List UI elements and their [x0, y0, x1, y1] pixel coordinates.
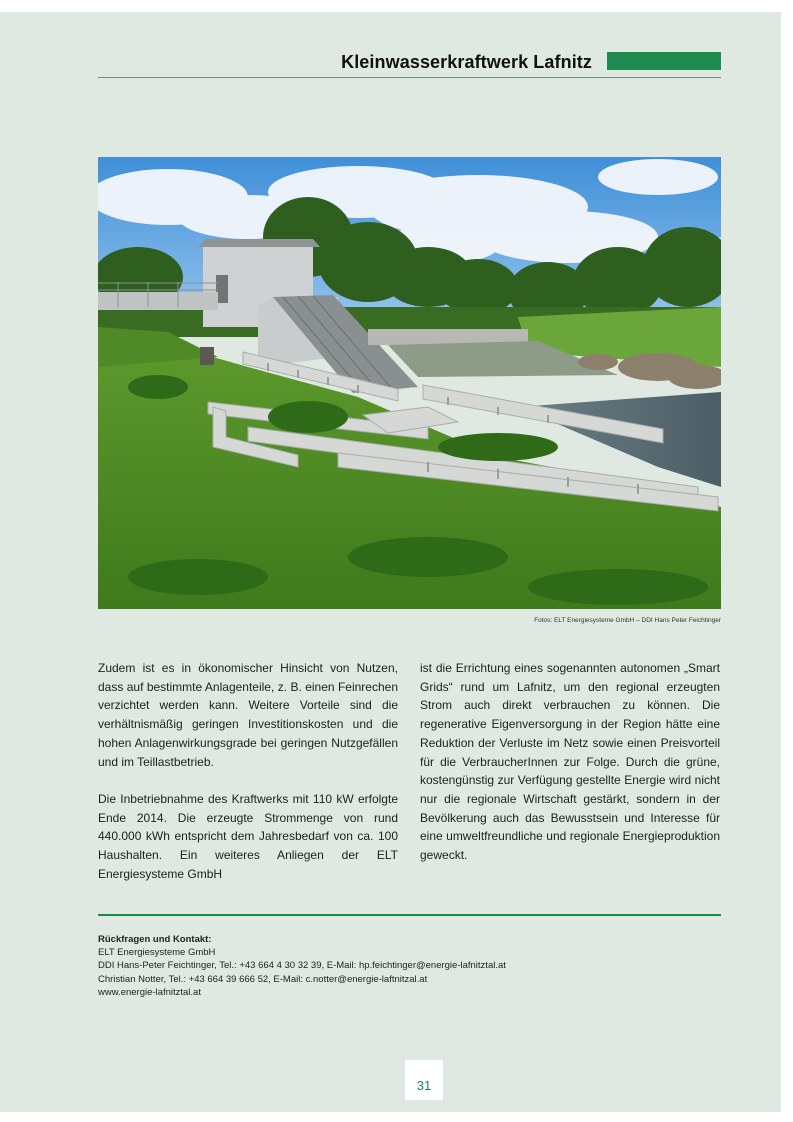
footer-divider: [98, 914, 721, 916]
contact-line: DDI Hans-Peter Feichtinger, Tel.: +43 664 4 30 32 39, E-Mail: hp.feichtinger@energie-lafnitztal.at: [98, 960, 506, 972]
header-divider: [98, 77, 721, 78]
paragraph: Die Inbetriebnahme des Kraftwerks mit 110 kW erfolgte Ende 2014. Die erzeugte Strommenge von rund 440.000 kWh entspricht dem Jahresbedarf von ca. 100 Haushalten. Ein weiteres Anliegen der ELT Energiesysteme GmbH: [98, 791, 398, 881]
page-title: Kleinwasserkraftwerk Lafnitz: [341, 52, 592, 72]
page-number-box: [405, 1060, 443, 1100]
photo-illustration: [98, 157, 721, 609]
hydropower-plant-photo: [98, 157, 721, 609]
paragraph: Zudem ist es in ökonomischer Hinsicht von Nutzen, dass auf bestimmte Anlagenteile, z. B. einen Feinrechen verzichtet werden kann. Weitere Vorteile sind die verhältnismäßig geringen Investitionskosten und die hohen Anlagenwirkungsgrade bei geringen Nutzgefällen und im Teillastbetrieb.: [98, 661, 398, 769]
contact-heading: Rückfragen und Kontakt:: [98, 934, 212, 945]
page-number: 31: [416, 1078, 432, 1093]
contact-block: [98, 933, 658, 999]
header-accent-bar: [607, 52, 721, 70]
right-text-column: [420, 659, 720, 883]
contact-line: ELT Energiesysteme GmbH: [98, 947, 216, 959]
paragraph: ist die Errichtung eines sogenannten autonomen „Smart Grids“ rund um Lafnitz, um den regional erzeugten Strom auch direkt verbrauchen zu können. Die regenerative Eigenversorgung in der Region hätte eine Reduktion der Verluste im Netz sowie einen Preisvorteil für die VerbraucherInnen zur Folge. Durch die grüne, kostengünstig zur Verfügung gestellte Energie wird nicht nur die regionale Wirtschaft gestärkt, sondern in der Bevölkerung auch das Bewusstsein und Interesse für eine umweltfreundliche und regionale Energieproduktion geweckt.: [420, 661, 720, 863]
photo-credit: Fotos: ELT Energiesysteme GmbH – DDI Hans Peter Feichtinger: [534, 617, 721, 624]
contact-line: Christian Notter, Tel.: +43 664 39 666 52, E-Mail: c.notter@energie-laftnitzal.at: [98, 973, 428, 985]
contact-website-link[interactable]: www.energie-lafnitztal.at: [98, 986, 201, 998]
left-text-column: [98, 659, 398, 902]
